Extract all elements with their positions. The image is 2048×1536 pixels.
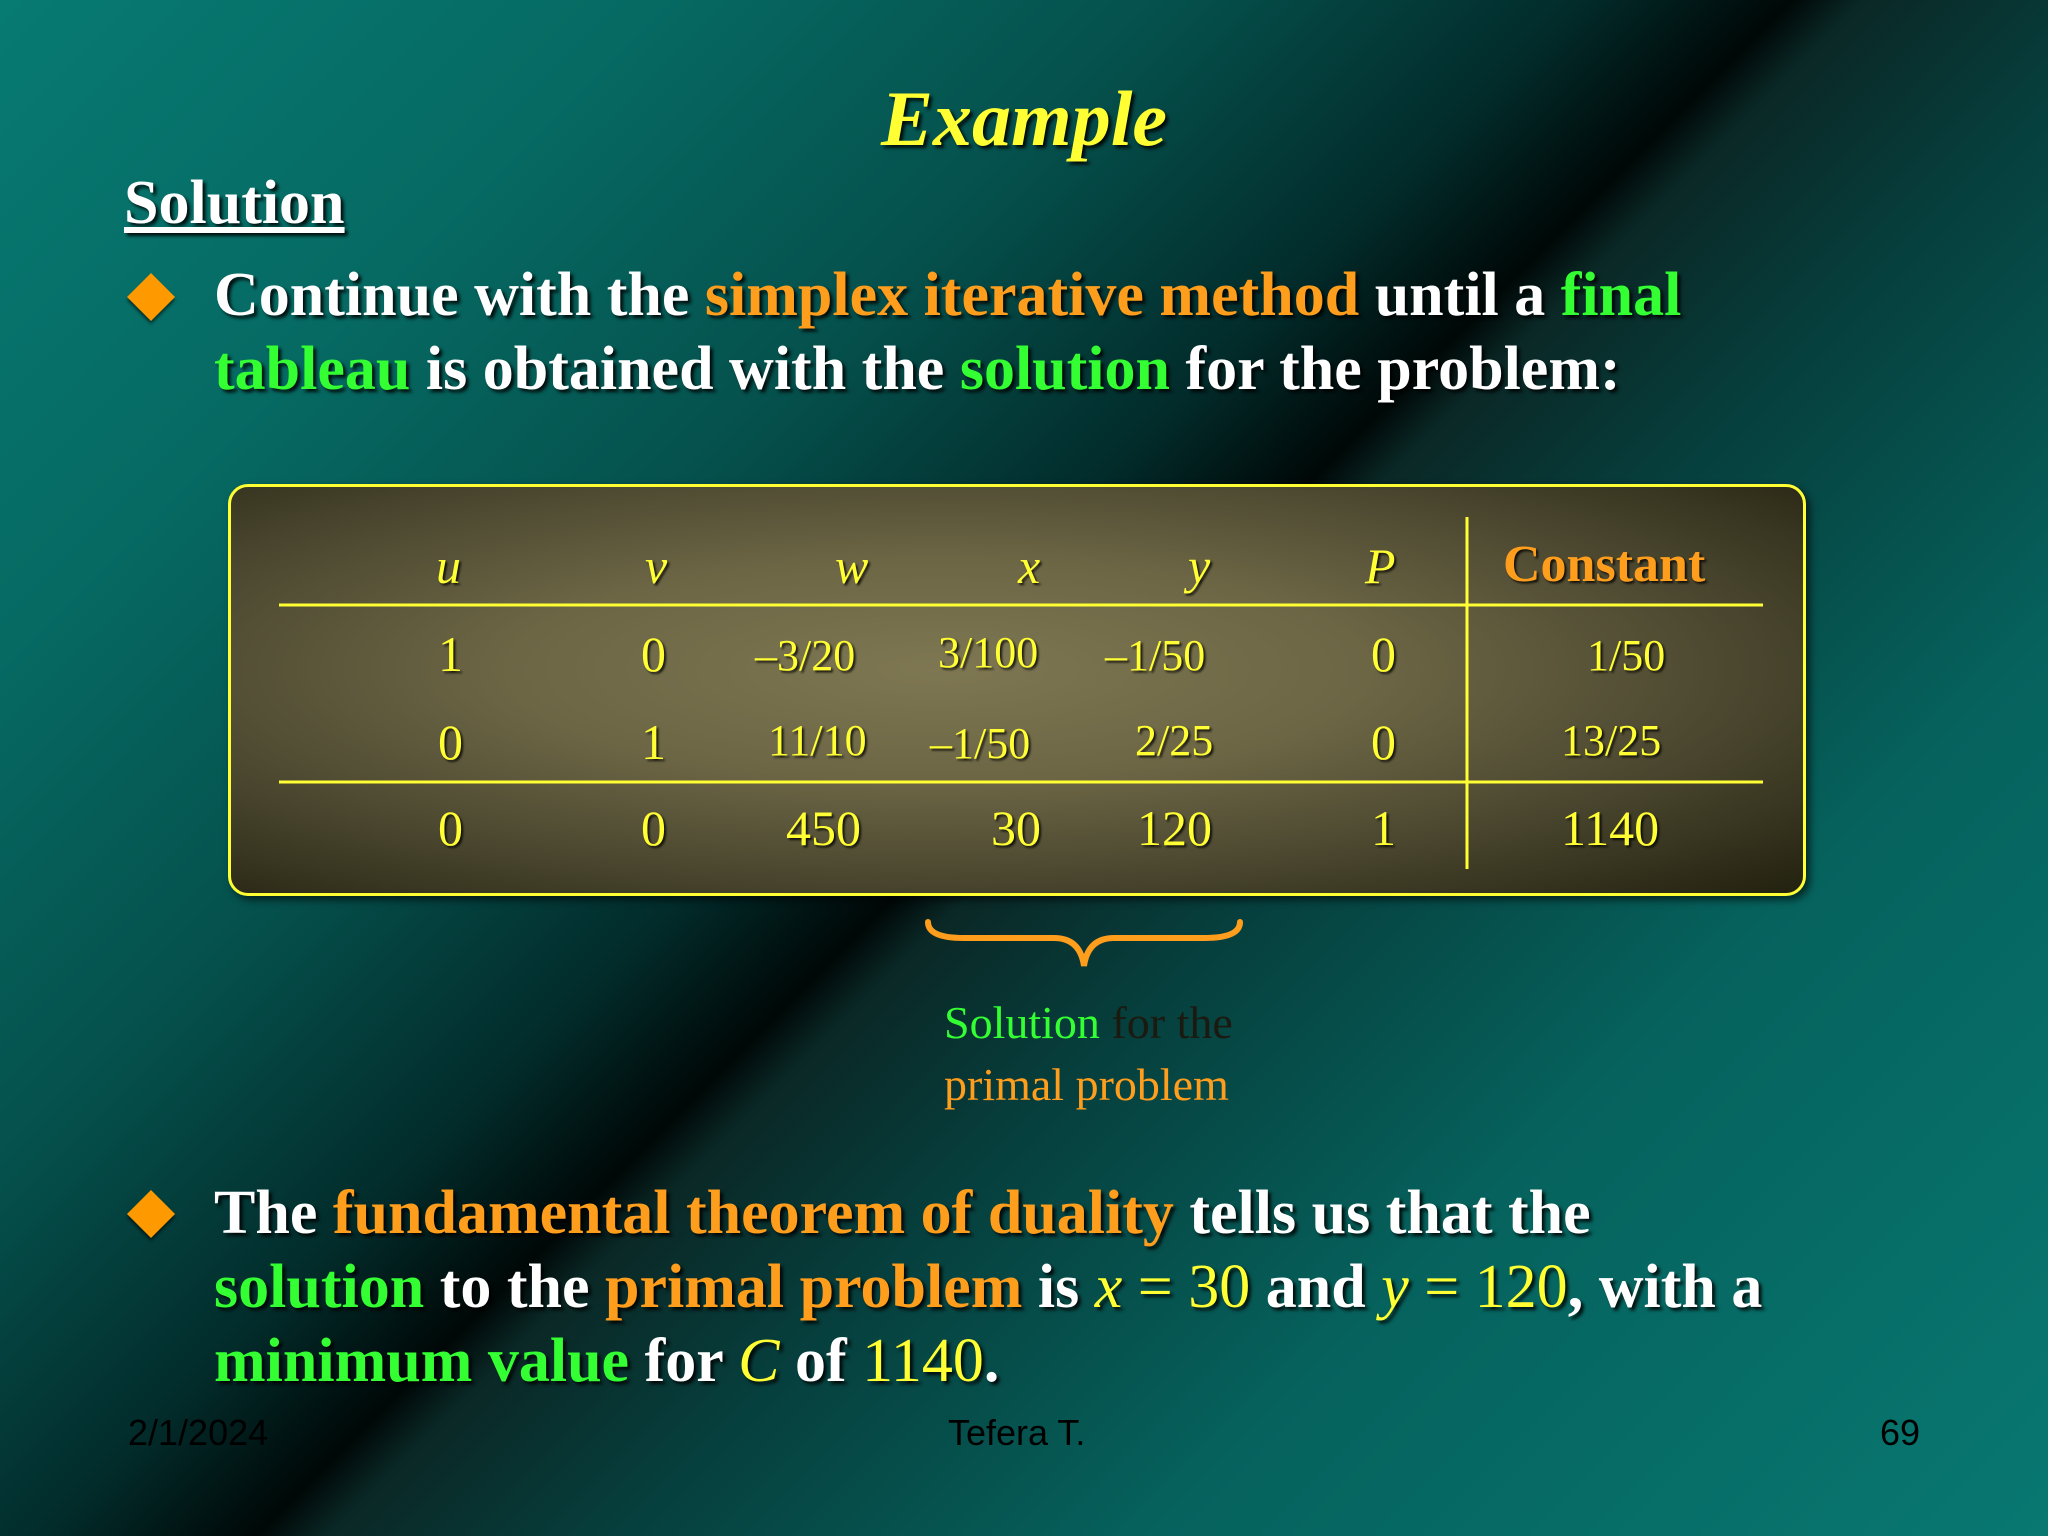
header-x: x <box>1018 538 1041 594</box>
solution-heading: Solution <box>124 169 345 237</box>
text: tells us that the <box>1173 1179 1591 1247</box>
value-x: = 30 <box>1122 1253 1251 1321</box>
table-cell: 450 <box>786 800 861 856</box>
footer-author: Tefera T. <box>948 1412 1086 1453</box>
diamond-bullet-icon <box>127 1190 175 1238</box>
text: , with a <box>1567 1253 1763 1321</box>
final-tableau <box>228 484 1806 896</box>
table-cell: –1/50 <box>1105 631 1206 680</box>
slide-title: Example <box>881 75 1167 162</box>
table-cell: 11/10 <box>768 716 867 765</box>
bullet-paragraph-2 <box>214 1176 1954 1398</box>
table-cell: 0 <box>641 626 666 682</box>
note-primal-problem: primal problem <box>944 1059 1229 1110</box>
table-cell: 0 <box>438 800 463 856</box>
value-y: = 120 <box>1408 1253 1568 1321</box>
table-cell: 30 <box>991 800 1041 856</box>
table-cell: 1 <box>438 626 463 682</box>
highlight-duality-theorem: fundamental theorem of duality <box>332 1179 1174 1247</box>
header-u: u <box>436 538 461 594</box>
note-solution: Solution <box>944 997 1100 1048</box>
highlight-primal-problem: primal problem <box>605 1253 1023 1321</box>
solution-annotation <box>944 992 1233 1116</box>
table-cell: 0 <box>438 714 463 770</box>
text: Continue with the <box>214 261 705 329</box>
note-for-the: for the <box>1099 997 1233 1048</box>
table-cell: 1 <box>641 714 666 770</box>
value-c: 1140 <box>862 1327 984 1395</box>
var-x: x <box>1094 1253 1123 1321</box>
table-cell: 0 <box>1371 626 1396 682</box>
table-cell: 1/50 <box>1587 631 1666 680</box>
footer-date: 2/1/2024 <box>128 1412 269 1453</box>
text: for <box>629 1327 739 1395</box>
table-cell: 120 <box>1137 800 1212 856</box>
table-cell: 0 <box>1371 714 1396 770</box>
highlight-final: final <box>1560 261 1682 329</box>
header-p: P <box>1365 538 1396 594</box>
text: to the <box>424 1253 605 1321</box>
var-y: y <box>1381 1253 1409 1321</box>
bullet-paragraph-1 <box>214 258 1854 406</box>
text: of <box>779 1327 863 1395</box>
curly-brace-icon <box>924 918 1244 978</box>
table-cell: 1 <box>1371 800 1396 856</box>
header-constant: Constant <box>1503 536 1706 593</box>
text: is obtained with the <box>410 335 960 403</box>
table-cell: 0 <box>641 800 666 856</box>
text: and <box>1250 1253 1382 1321</box>
table-cell: –1/50 <box>930 719 1031 768</box>
text: until a <box>1359 261 1561 329</box>
text: is <box>1022 1253 1095 1321</box>
diamond-bullet-icon <box>127 273 175 321</box>
header-v: v <box>645 538 668 594</box>
highlight-simplex-method: simplex iterative method <box>704 261 1360 329</box>
header-y: y <box>1188 538 1211 594</box>
table-cell: 1140 <box>1561 800 1660 856</box>
text: for the problem: <box>1170 335 1621 403</box>
highlight-solution: solution <box>959 335 1171 403</box>
table-cell: 3/100 <box>938 628 1039 677</box>
table-cell: 2/25 <box>1135 716 1214 765</box>
var-c: C <box>738 1327 780 1395</box>
footer-page-number: 69 <box>1880 1412 1921 1453</box>
text: The <box>214 1179 333 1247</box>
highlight-minimum-value: minimum value <box>214 1327 630 1395</box>
text: . <box>983 1327 1000 1395</box>
table-cell: –3/20 <box>755 631 856 680</box>
highlight-solution: solution <box>214 1253 425 1321</box>
header-w: w <box>835 538 869 594</box>
table-cell: 13/25 <box>1561 716 1662 765</box>
highlight-tableau: tableau <box>214 335 411 403</box>
